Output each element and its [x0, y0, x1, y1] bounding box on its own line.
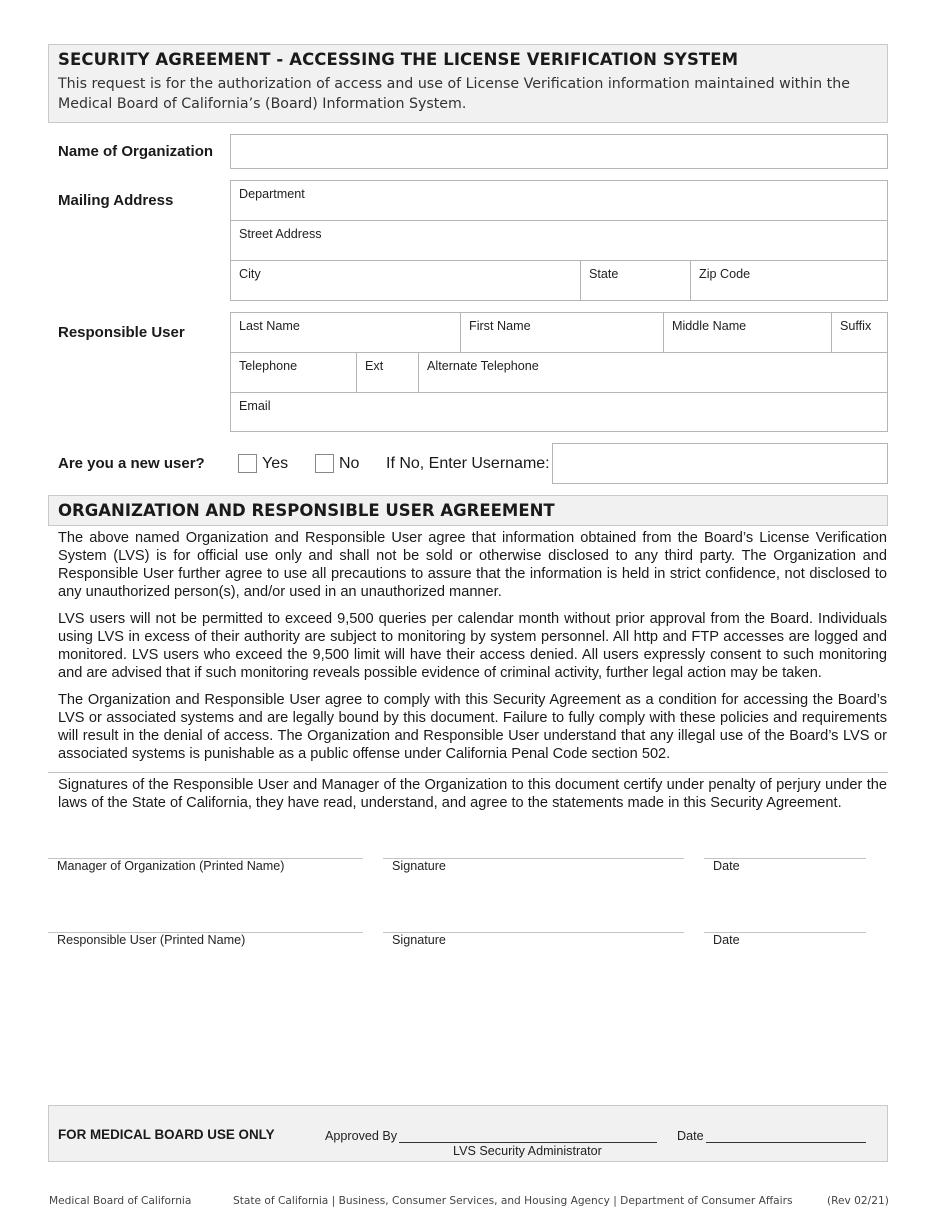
- org-name-field[interactable]: [230, 134, 888, 169]
- divider: [48, 772, 888, 773]
- page-title: SECURITY AGREEMENT - ACCESSING THE LICENSE VERIFICATION SYSTEM: [58, 50, 739, 69]
- state-field[interactable]: [580, 260, 691, 301]
- agreement-paragraph-2: LVS users will not be permitted to exceed 9,500 queries per calendar month without prior approval from the Board. Individuals using LVS in excess of their authority are subject to monitoring by system personnel. All http and FTP accesses are logged and monitored. LVS users who exceed the 9,500 limit will have their access denied. All users expressly consent to such monitoring and are advised that if such monitoring reveals possible evidence of criminal activity, further legal action may be taken.: [58, 611, 887, 681]
- zip-code-field[interactable]: [690, 260, 888, 301]
- board-use-title: FOR MEDICAL BOARD USE ONLY: [58, 1127, 275, 1142]
- footer-org: Medical Board of California: [49, 1195, 192, 1207]
- ext-label: Ext: [365, 359, 384, 373]
- middle-name-label: Middle Name: [672, 319, 747, 333]
- agreement-paragraph-1: The above named Organization and Responsible User agree that information obtained from the Board’s License Verification System (LVS) is for official use only and shall not be sold or otherwise disclosed to any third party. The Organization and Responsible User further agree to use all precautions to assure that the information is held in strict confidence, not disclosed to any unauthorized person(s), and/or used in an unauthorized manner.: [58, 530, 887, 600]
- footer-agency: State of California | Business, Consumer Services, and Housing Agency | Department of Consumer Affairs: [233, 1195, 793, 1207]
- org-name-label: Name of Organization: [58, 143, 214, 160]
- user-name-label: Responsible User (Printed Name): [57, 933, 246, 947]
- agreement-title: ORGANIZATION AND RESPONSIBLE USER AGREEMENT: [58, 501, 555, 520]
- suffix-field[interactable]: [831, 312, 888, 353]
- board-date-label: Date: [677, 1129, 704, 1143]
- agreement-paragraph-3: The Organization and Responsible User agree to comply with this Security Agreement as a condition for accessing the Board’s LVS or associated systems and are legally bound by this document. Failure to fully comply with these policies and requirements will result in the denial of access. The Organization and Responsible User understand that any illegal use of the Board’s LVS or associated systems is punishable as a public offense under California Penal Code section 502.: [58, 692, 887, 762]
- new-user-label: Are you a new user?: [58, 455, 205, 472]
- manager-name-label: Manager of Organization (Printed Name): [57, 859, 285, 873]
- last-name-label: Last Name: [239, 319, 300, 333]
- first-name-field[interactable]: [460, 312, 664, 353]
- board-date-line[interactable]: [706, 1142, 866, 1143]
- telephone-label: Telephone: [239, 359, 298, 373]
- street-address-label: Street Address: [239, 227, 322, 241]
- responsible-user-label: Responsible User: [58, 324, 185, 341]
- state-label: State: [589, 267, 619, 281]
- page-description: This request is for the authorization of access and use of License Verification information maintained within the Medical Board of California’s (Board) Information System.: [58, 76, 850, 112]
- street-address-field[interactable]: [230, 220, 888, 261]
- telephone-field[interactable]: [230, 352, 357, 393]
- city-label: City: [239, 267, 261, 281]
- manager-signature-label: Signature: [392, 859, 446, 873]
- email-label: Email: [239, 399, 271, 413]
- ext-field[interactable]: [356, 352, 419, 393]
- alt-telephone-field[interactable]: [418, 352, 888, 393]
- manager-date-label: Date: [713, 859, 740, 873]
- footer-revision: (Rev 02/21): [827, 1195, 889, 1207]
- no-checkbox[interactable]: [315, 454, 334, 473]
- username-label: If No, Enter Username:: [386, 455, 550, 472]
- lvs-admin-label: LVS Security Administrator: [453, 1144, 602, 1158]
- user-signature-label: Signature: [392, 933, 446, 947]
- last-name-field[interactable]: [230, 312, 461, 353]
- email-field[interactable]: [230, 392, 888, 432]
- suffix-label: Suffix: [840, 319, 872, 333]
- department-field[interactable]: [230, 180, 888, 221]
- city-field[interactable]: [230, 260, 581, 301]
- approved-by-line[interactable]: [399, 1142, 657, 1143]
- zip-code-label: Zip Code: [699, 267, 751, 281]
- no-label: No: [339, 455, 360, 472]
- yes-checkbox[interactable]: [238, 454, 257, 473]
- mailing-address-label: Mailing Address: [58, 192, 174, 209]
- certification-paragraph: Signatures of the Responsible User and Manager of the Organization to this document certify under penalty of perjury under the laws of the State of California, they have read, understand, and agree to the statements made in this Security Agreement.: [58, 777, 887, 811]
- alt-telephone-label: Alternate Telephone: [427, 359, 539, 373]
- yes-label: Yes: [262, 455, 289, 472]
- middle-name-field[interactable]: [663, 312, 832, 353]
- approved-by-label: Approved By: [325, 1129, 398, 1143]
- user-date-label: Date: [713, 933, 740, 947]
- username-field[interactable]: [552, 443, 888, 484]
- first-name-label: First Name: [469, 319, 531, 333]
- department-label: Department: [239, 187, 305, 201]
